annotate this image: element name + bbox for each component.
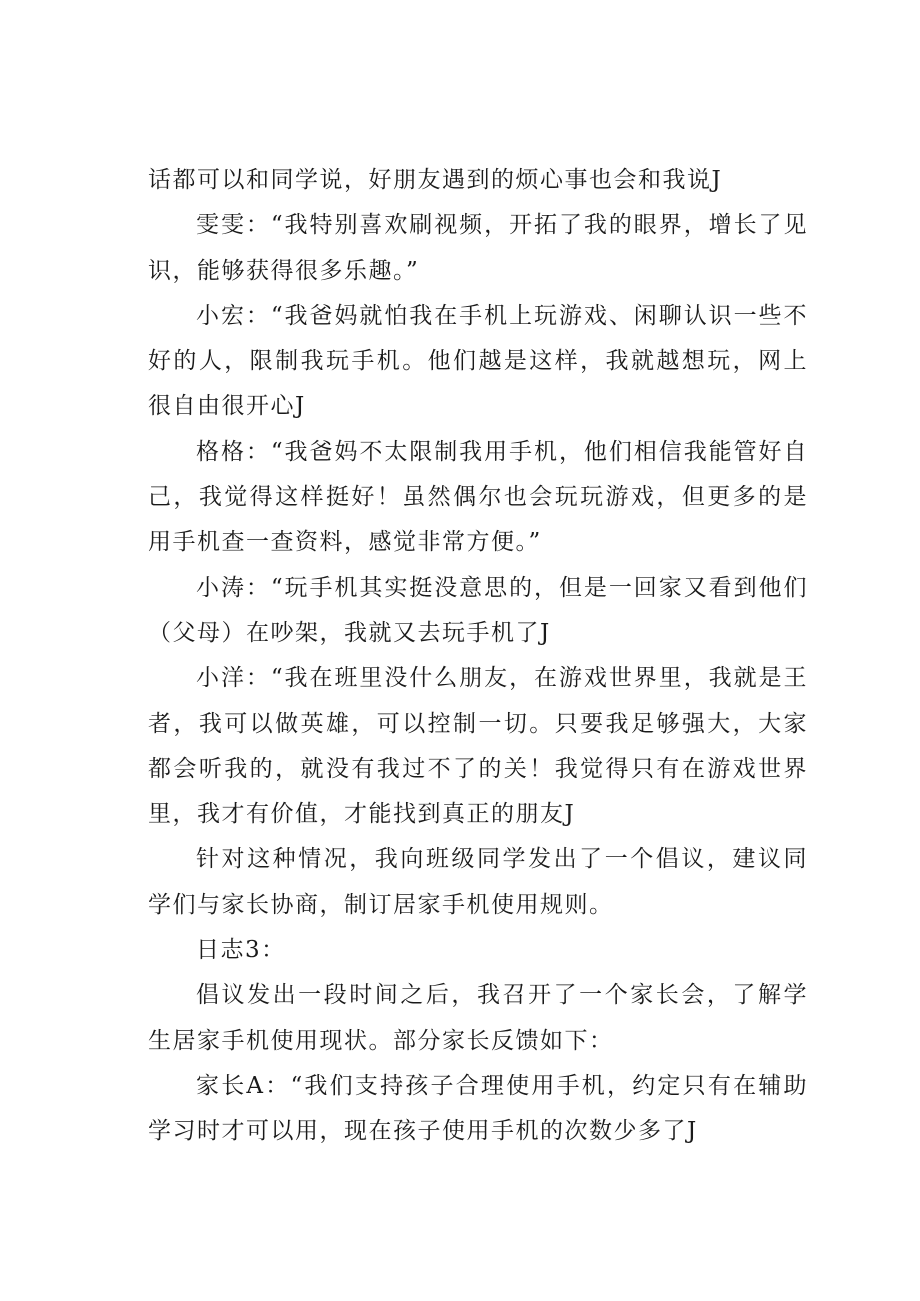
paragraph-wenwen-quote: 雯雯：“我特别喜欢刷视频，开拓了我的眼界，增长了见识，能够获得很多乐趣。”	[148, 212, 808, 284]
log-heading: 日志3：	[196, 937, 286, 964]
paragraph-continuation: 话都可以和同学说，好朋友遇到的烦心事也会和我说J	[148, 167, 723, 193]
paragraph-xiaohong-quote: 小宏：“我爸妈就怕我在手机上玩游戏、闲聊认识一些不好的人，限制我玩手机。他们越是这样，我就越想玩，网上很自由很开心J	[148, 302, 808, 420]
paragraph-parent-a-quote: 家长A：“我们支持孩子合理使用手机，约定只有在辅助学习时才可以用，现在孩子使用手机的次数少多了J	[148, 1072, 808, 1145]
document-page	[148, 158, 808, 1155]
paragraph-xiaoyang-quote: 小洋：“我在班里没什么朋友，在游戏世界里，我就是王者，我可以做英雄，可以控制一切。只要我足够强大，大家都会听我的，就没有我过不了的关！我觉得只有在游戏世界里，我才有价值，才能找到真正的朋友J	[148, 665, 808, 828]
paragraph-xiaotao-quote: 小涛：“玩手机其实挺没意思的，但是一回家又看到他们（父母）在吵架，我就又去玩手机了J	[148, 574, 808, 646]
paragraph-proposal: 针对这种情况，我向班级同学发出了一个倡议，建议同学们与家长协商，制订居家手机使用规则。	[148, 846, 808, 918]
paragraph-parent-meeting: 倡议发出一段时间之后，我召开了一个家长会，了解学生居家手机使用现状。部分家长反馈如下：	[148, 982, 808, 1054]
paragraph-gege-quote: 格格：“我爸妈不太限制我用手机，他们相信我能管好自己，我觉得这样挺好！虽然偶尔也会玩玩游戏，但更多的是用手机查一查资料，感觉非常方便。”	[148, 438, 808, 556]
